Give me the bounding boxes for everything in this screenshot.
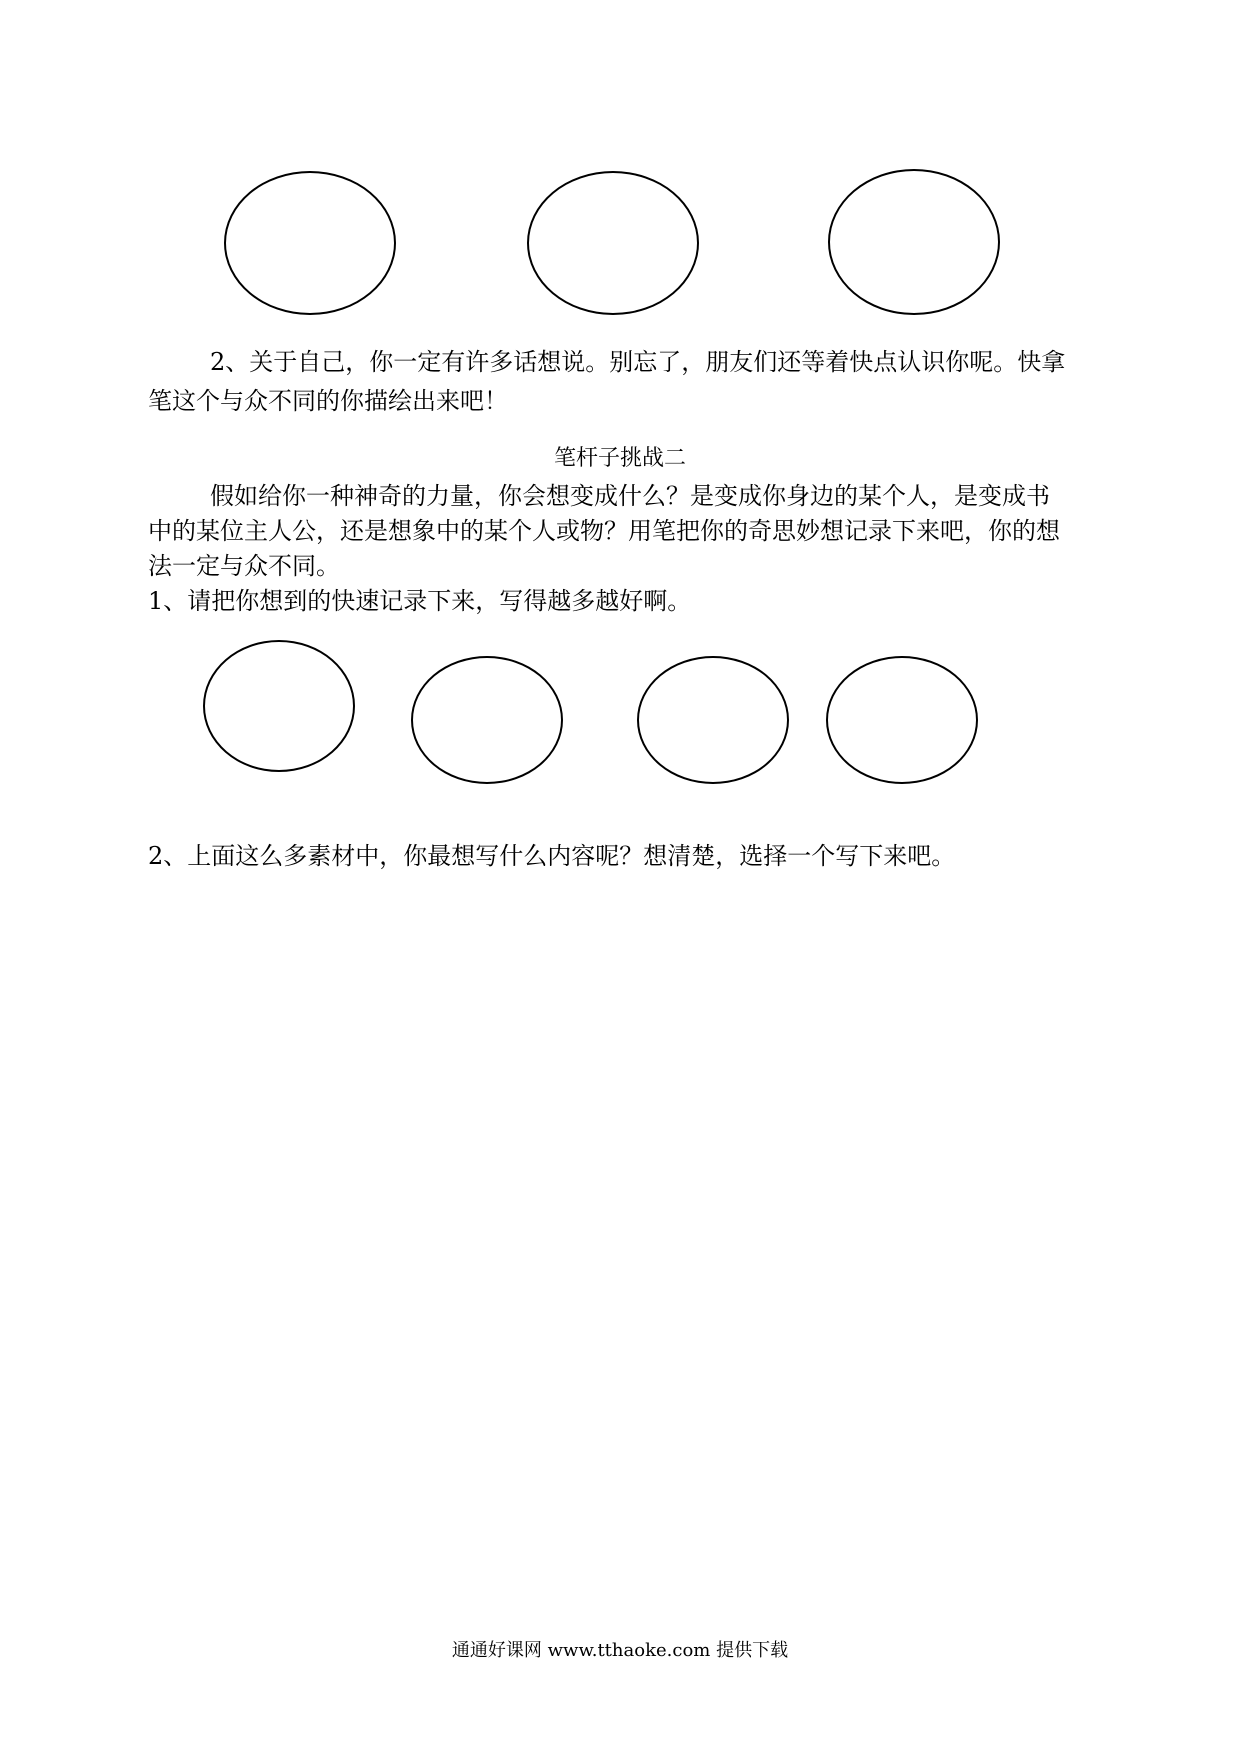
blank-circle xyxy=(224,171,396,315)
blank-circle xyxy=(826,656,978,784)
section1-item2-line1: 2、关于自己，你一定有许多话想说。别忘了，朋友们还等着快点认识你呢。快拿 xyxy=(210,348,1066,376)
blank-circle xyxy=(637,656,789,784)
section2-intro-line1: 假如给你一种神奇的力量，你会想变成什么？是变成你身边的某个人，是变成书 xyxy=(210,482,1050,510)
blank-circle xyxy=(828,169,1000,315)
section2-intro-line3: 法一定与众不同。 xyxy=(148,552,340,580)
footer-download-note: 通通好课网 www.tthaoke.com 提供下载 xyxy=(451,1640,789,1661)
blank-circle xyxy=(411,656,563,784)
section2-item1: 1、请把你想到的快速记录下来，写得越多越好啊。 xyxy=(148,587,692,615)
section2-item2: 2、上面这么多素材中，你最想写什么内容呢？想清楚，选择一个写下来吧。 xyxy=(148,842,956,870)
section2-intro-line2: 中的某位主人公，还是想象中的某个人或物？用笔把你的奇思妙想记录下来吧，你的想 xyxy=(148,517,1060,545)
blank-circle xyxy=(203,640,355,772)
section2-title: 笔杆子挑战二 xyxy=(553,446,686,471)
section1-item2-line2: 笔这个与众不同的你描绘出来吧！ xyxy=(148,387,508,415)
blank-circle xyxy=(527,171,699,315)
